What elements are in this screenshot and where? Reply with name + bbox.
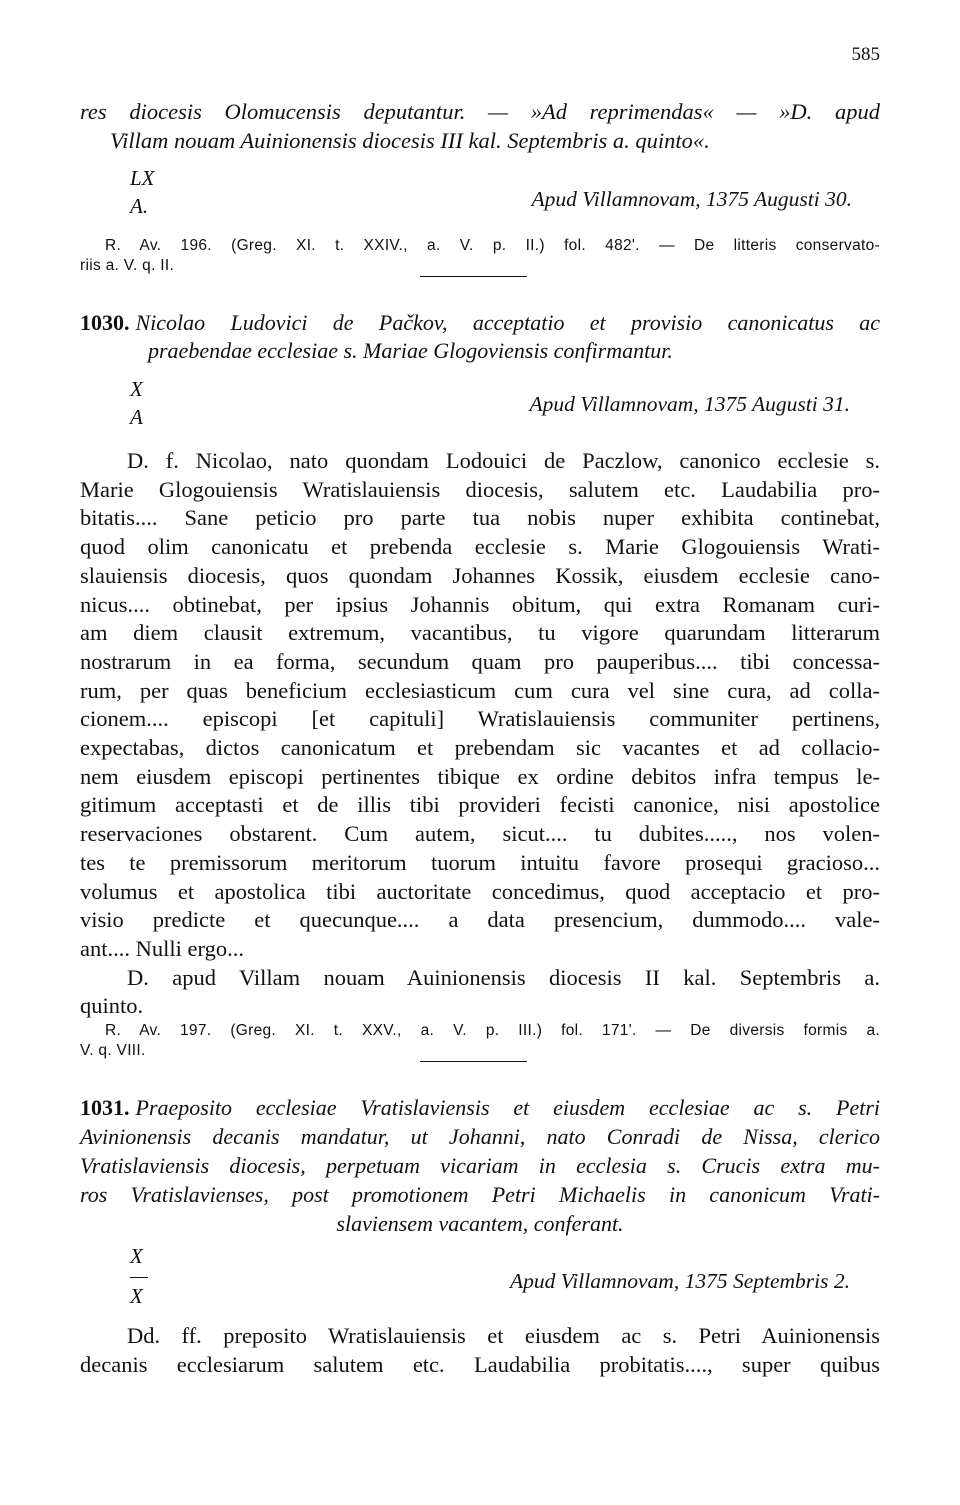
body-line: Marie Glogouiensis Wratislauiensis diocesis, salutem etc. Laudabilia pro- (80, 476, 880, 502)
fraction-bar (130, 1277, 148, 1278)
body-line: nicus.... obtinebat, per ipsius Johannis obitum, qui extra Romanam curi- (80, 591, 880, 617)
heading-line: Nicolao Ludovici de Pačkov, acceptatio et provisio canonicatus ac (135, 310, 880, 335)
register-code-top: LX (130, 166, 155, 190)
register-code-bottom: X (130, 1284, 143, 1308)
archive-reference (80, 1021, 880, 1061)
reference-line: R. Av. 197. (Greg. XI. t. XXV., a. V. p. III.) fol. 171'. — De diversis formis a. (105, 1022, 880, 1039)
reference-line: R. Av. 196. (Greg. XI. t. XXIV., a. V. p. II.) fol. 482'. — De litteris conservato- (105, 237, 880, 254)
body-line: nem eiusdem episcopi pertinentes tibique ex ordine debitos infra tempus le- (80, 763, 880, 789)
document-number: 1031. (80, 1095, 130, 1120)
heading-line: Praeposito ecclesiae Vratislaviensis et eiusdem ecclesiae ac s. Petri (135, 1095, 880, 1120)
reference-line: V. q. VIII. (80, 1042, 146, 1059)
register-code-top: X (130, 1244, 143, 1268)
dated-line: quinto. (80, 993, 144, 1019)
document-heading-1031 (80, 1093, 880, 1238)
body-line: cionem.... episcopi [et capituli] Wratislauiensis communiter pertinens, (80, 706, 880, 732)
intro-text (80, 97, 880, 155)
document-heading-1030 (80, 309, 880, 365)
body-line: decanis ecclesiarum salutem etc. Laudabilia probitatis...., super quibus (80, 1351, 880, 1377)
body-line: volumus et apostolica tibi auctoritate concedimus, quod acceptacio et pro- (80, 878, 880, 904)
body-line: rum, per quas beneficium ecclesiasticum cum cura vel sine cura, ad colla- (80, 677, 880, 703)
body-line: D. f. Nicolao, nato quondam Lodouici de Paczlow, canonico ecclesie s. (127, 448, 880, 473)
body-line: quod olim canonicatu et prebenda ecclesie s. Marie Glogouiensis Wrati- (80, 534, 880, 560)
body-line: am diem clausit extremum, vacantibus, tu vigore quarundam litterarum (80, 620, 880, 646)
heading-line: Vratislaviensis diocesis, perpetuam vicariam in ecclesia s. Crucis extra mu- (80, 1153, 880, 1178)
body-line: Dd. ff. preposito Wratislauiensis et eiusdem ac s. Petri Auinionensis (127, 1323, 880, 1348)
body-line: ant.... Nulli ergo... (80, 935, 244, 961)
document-number: 1030. (80, 310, 130, 335)
heading-line: slaviensem vacantem, conferant. (336, 1211, 624, 1236)
archive-reference (80, 236, 880, 276)
document-body-1031 (80, 1322, 880, 1379)
register-code-bottom: A (130, 405, 143, 429)
section-divider (420, 276, 527, 277)
heading-line: ros Vratislavienses, post promotionem Petri Michaelis in canonicum Vrati- (80, 1182, 880, 1207)
body-line: nostrarum in ea forma, secundum quam pro pauperibus.... tibi concessa- (80, 648, 880, 674)
register-code-top: X (130, 377, 143, 401)
place-date: Apud Villamnovam, 1375 Septembris 2. (510, 1269, 850, 1293)
intro-line: res diocesis Olomucensis deputantur. — »Ad reprimendas« — »D. apud (80, 99, 880, 124)
heading-line: Avinionensis decanis mandatur, ut Johanni, nato Conradi de Nissa, clerico (80, 1124, 880, 1149)
register-code-bottom: A. (130, 194, 149, 218)
place-date: Apud Villamnovam, 1375 Augusti 30. (531, 187, 852, 211)
body-line: reservaciones obstarent. Cum autem, sicut.... tu dubites....., nos volen- (80, 821, 880, 847)
body-line: bitatis.... Sane peticio pro parte tua nobis nuper exhibita continebat, (80, 505, 880, 531)
body-line: gitimum acceptasti et de illis tibi provideri fecisti canonice, nisi apostolice (80, 792, 880, 818)
section-divider (420, 1061, 527, 1062)
document-body-1030 (80, 447, 880, 1021)
body-line: visio predicte et quecunque.... a data presencium, dummodo.... vale- (80, 907, 880, 933)
reference-line: riis a. V. q. II. (80, 257, 175, 274)
intro-line: Villam nouam Auinionensis diocesis III kal. Septembris a. quinto«. (110, 128, 710, 153)
body-line: expectabas, dictos canonicatum et prebendam sic vacantes et ad collacio- (80, 735, 880, 761)
heading-line: praebendae ecclesiae s. Mariae Glogoviensis confirmantur. (148, 338, 673, 363)
place-date: Apud Villamnovam, 1375 Augusti 31. (529, 392, 850, 416)
dated-line: D. apud Villam nouam Auinionensis diocesis II kal. Septembris a. (127, 964, 880, 990)
body-line: tes te premissorum meritorum tuorum intuitu favore prosequi gracioso... (80, 849, 880, 875)
page-number: 585 (851, 44, 880, 65)
body-line: slauiensis diocesis, quos quondam Johannes Kossik, eiusdem ecclesie cano- (80, 562, 880, 588)
